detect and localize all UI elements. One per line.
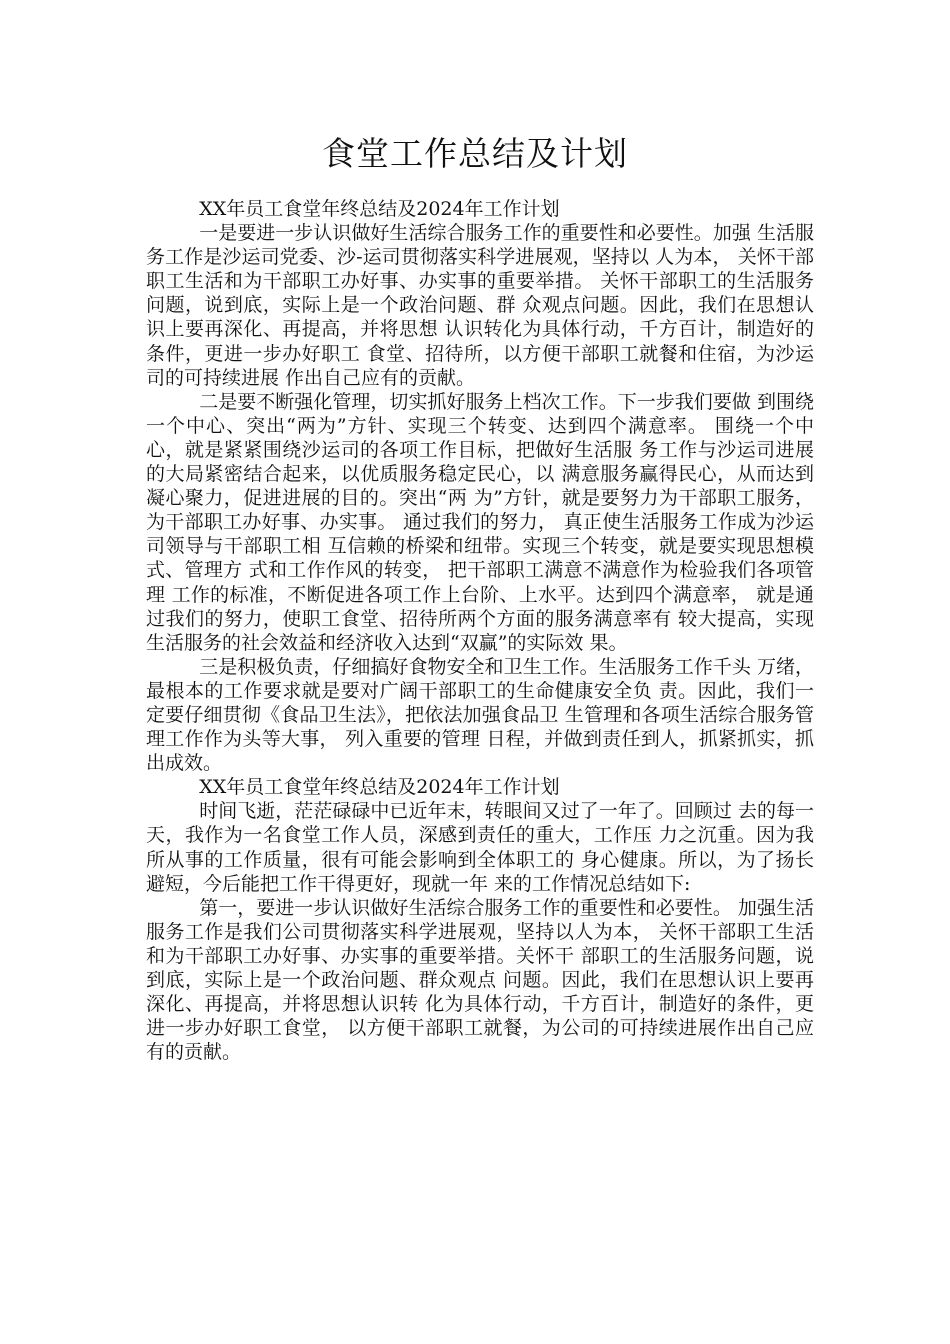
section-subhead: XX年员工食堂年终总结及2024年工作计划: [199, 776, 560, 799]
body-paragraph: 第一，要进一步认识做好生活综合服务工作的重要性和必要性。 加强生活服务工作是我们公司贯彻落实科学进展观，坚持以人为本， 关怀干部职工生活和为干部职工办好事、办实事的重要举措。关怀干 部职工的生活服务问题，说到底，实际上是一个政治问题、群众观点 问题。因此，我们在思想认识上要再深化、再提高，并将思想认识转 化为具体行动，千方百计，制造好的条件，更进一步办好职工食堂， 以方便干部职工就餐，为公司的可持续进展作出自己应有的贡献。: [146, 896, 814, 1064]
section-subhead: XX年员工食堂年终总结及2024年工作计划: [199, 198, 560, 220]
body-paragraph: 时间飞逝，茫茫碌碌中已近年末，转眼间又过了一年了。回顾过 去的每一天，我作为一名食堂工作人员，深感到责任的重大，工作压 力之沉重。因为我所从事的工作质量，很有可能会影响到全体职工的 身心健康。所以，为了扬长避短，今后能把工作干得更好，现就一年 来的工作情况总结如下:: [146, 800, 814, 895]
body-paragraph: 三是积极负责，仔细搞好食物安全和卫生工作。生活服务工作千头 万绪，最根本的工作要求就是要对广阔干部职工的生命健康安全负 责。因此，我们一定要仔细贯彻《食品卫生法》，把依法加强食品卫 生管理和各项生活综合服务管理工作作为头等大事， 列入重要的管理 日程，并做到责任到人，抓紧抓实，抓出成效。: [146, 655, 814, 775]
document-body: [146, 197, 814, 1064]
body-paragraph: 二是要不断强化管理，切实抓好服务上档次工作。下一步我们要做 到围绕一个中心、突出“两为”方针、实现三个转变、达到四个满意率。 围绕一个中心，就是紧紧围绕沙运司的各项工作目标，把做好生活服 务工作与沙运司进展的大局紧密结合起来，以优质服务稳定民心，以 满意服务赢得民心，从而达到凝心聚力，促进进展的目的。突出“两 为”方针，就是要努力为干部职工服务，为干部职工办好事、办实事。 通过我们的努力， 真正使生活服务工作成为沙运司领导与干部职工相 互信赖的桥梁和纽带。实现三个转变，就是要实现思想模式、管理方 式和工作作风的转变， 把干部职工满意不满意作为检验我们各项管理 工作的标准，不断促进各项工作上台阶、上水平。达到四个满意率， 就是通过我们的努力，使职工食堂、招待所两个方面的服务满意率有 较大提高，实现生活服务的社会效益和经济收入达到“双赢”的实际效 果。: [146, 390, 814, 654]
body-paragraph: 一是要进一步认识做好生活综合服务工作的重要性和必要性。加强 生活服务工作是沙运司党委、沙-运司贯彻落实科学进展观，坚持以 人为本， 关怀干部职工生活和为干部职工办好事、办实事的重要举措。 关怀干部职工的生活服务问题，说到底，实际上是一个政治问题、群 众观点问题。因此，我们在思想认识上要再深化、再提高，并将思想 认识转化为具体行动，千方百计，制造好的条件，更进一步办好职工 食堂、招待所，以方便干部职工就餐和住宿，为沙运司的可持续进展 作出自己应有的贡献。: [146, 222, 814, 389]
document-title: 食堂工作总结及计划: [322, 134, 628, 173]
